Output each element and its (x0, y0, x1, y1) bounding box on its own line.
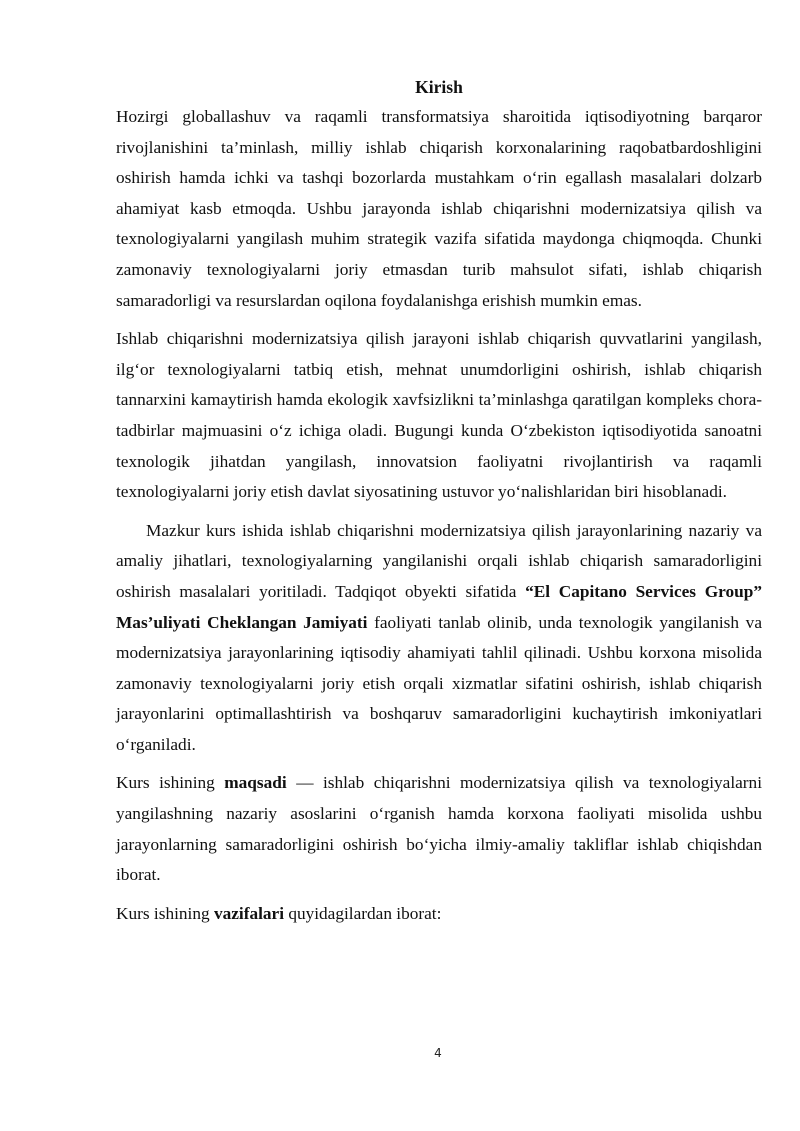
page-number: 4 (434, 1046, 442, 1060)
paragraph-intro: Hozirgi globallashuv va raqamli transformatsiya sharoitida iqtisodiyotning barqaror rivojlanishini ta’minlash, milliy ishlab chiqarish korxonalarining raqobatbardoshligini oshirish hamda ichki va tashqi bozorlarda mustahkam o‘rin egallash masalalari dolzarb ahamiyat kasb etmoqda. Ushbu jarayonda ishlab chiqarishni modernizatsiya qilish va texnologiyalarni yangilash muhim strategik vazifa sifatida maydonga chiqmoqda. Chunki zamonaviy texnologiyalarni joriy etmasdan turib mahsulot sifati, ishlab chiqarish samaradorligi va resurslardan oqilona foydalanishga erishish mumkin emas. (116, 107, 762, 310)
paragraph-modernization: Ishlab chiqarishni modernizatsiya qilish jarayoni ishlab chiqarish quvvatlarini yangilash, ilg‘or texnologiyalarni tatbiq etish, mehnat unumdorligini oshirish, ishlab chiqarish tannarxini kamaytirish hamda ekologik xavfsizlikni ta’minlashga qaratilgan kompleks chora-tadbirlar majmuasini o‘z ichiga oladi. Bugungi kunda O‘zbekiston iqtisodiyotida sanoatni texnologik jihatdan yangilash, innovatsion faoliyatni rivojlantirish va raqamli texnologiyalarni joriy etish davlat siyosatining ustuvor yo‘nalishlaridan biri hisoblanadi. (116, 329, 762, 502)
paragraph-text: faoliyati tanlab olinib, unda texnologik yangilanish va modernizatsiya jarayonlarining iqtisodiy ahamiyati tahlil qilinadi. Ushbu korxona misolida zamonaviy texnologiyalarni joriy etish orqali xizmatlar sifatini oshirish, ishlab chiqarish jarayonlarini optimallashtirish va boshqaruv samaradorligini kuchaytirish imkoniyatlari o‘rganiladi. (116, 612, 762, 754)
goal-keyword: maqsadi (224, 773, 287, 793)
tasks-keyword: vazifalari (213, 903, 284, 923)
paragraph-goal (116, 768, 762, 890)
document-page (116, 72, 762, 937)
paragraph-tasks (116, 899, 762, 930)
paragraph-text: Kurs ishining (116, 903, 214, 923)
paragraph-text: Mazkur kurs ishida ishlab chiqarishni modernizatsiya qilish jarayonlarining nazariy va amaliy jihatlari, texnologiyalarning yangilanishi orqali ishlab chiqarish samaradorligini oshirish masalalari yoritiladi. Tadqiqot obyekti sifatida (116, 520, 762, 601)
paragraph-text: Kurs ishining (116, 773, 225, 793)
paragraph-text: quyidagilardan iborat: (284, 903, 442, 923)
paragraph-text: — ishlab chiqarishni modernizatsiya qilish va texnologiyalarni yangilashning nazariy asoslarini o‘rganish hamda korxona faoliyati misolida ushbu jarayonlarning samaradorligini oshirish bo‘yicha ilmiy-amaliy takliflar ishlab chiqishdan iborat. (116, 773, 762, 885)
section-title: Kirish (415, 77, 463, 97)
paragraph-course-work (116, 516, 762, 761)
company-name: “El Capitano Services Group” Mas’uliyati Cheklangan Jamiyati (116, 581, 763, 632)
